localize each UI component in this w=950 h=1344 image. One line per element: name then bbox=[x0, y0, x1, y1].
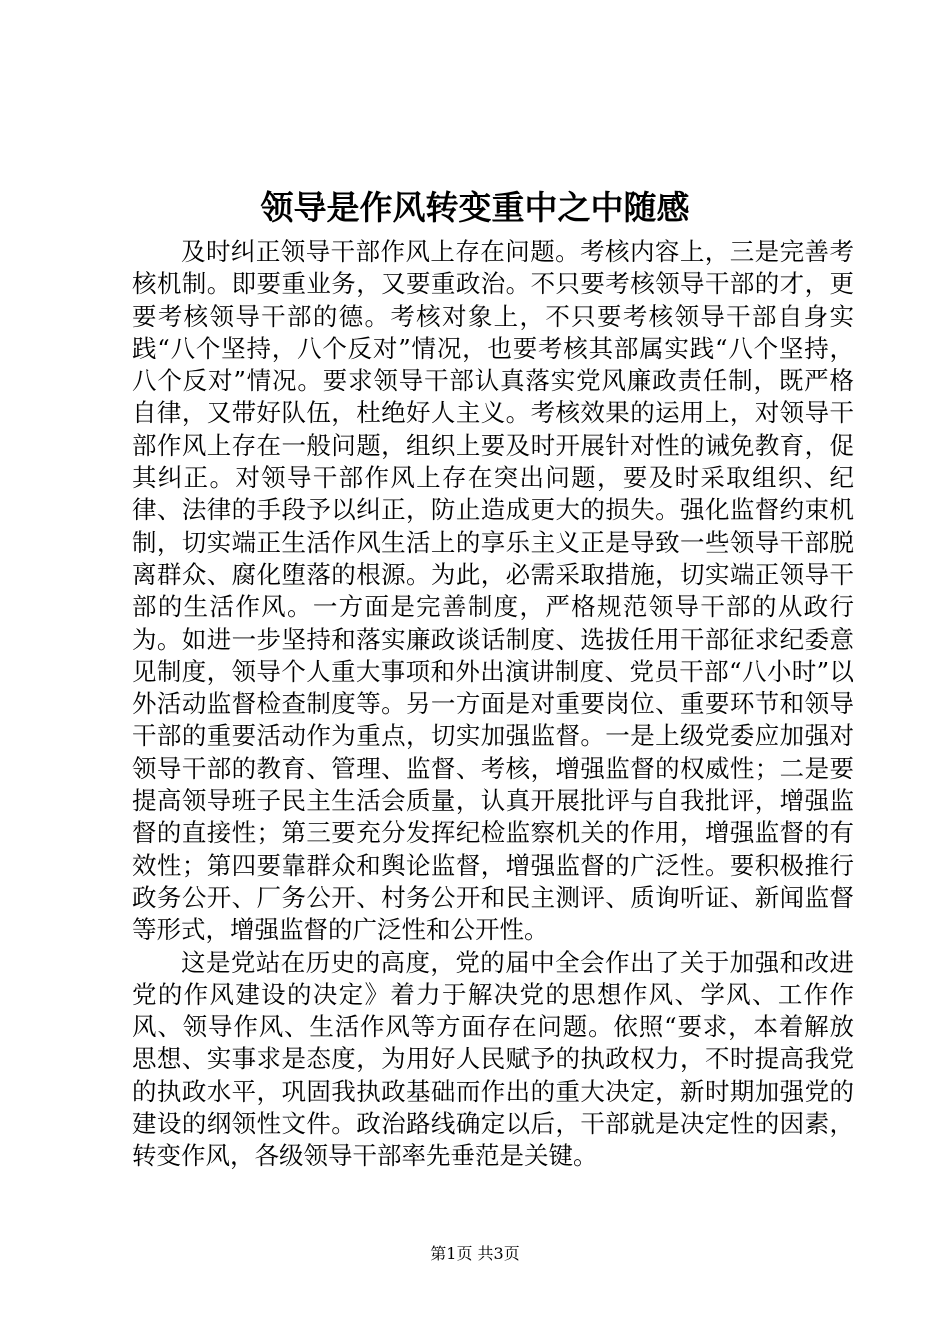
document-title: 领导是作风转变重中之中随感 bbox=[260, 188, 690, 227]
page-footer: 第1页 共3页 bbox=[430, 1244, 520, 1263]
paragraph-1: 及时纠正领导干部作风上存在问题。考核内容上，三是完善考核机制。即要重业务，又要重政治。不只要考核领导干部的才，更要考核领导干部的德。考核对象上，不只要考核领导干部自身实践“八个坚持，八个反对”情况，也要考核其部属实践“八个坚持，八个反对”情况。要求领导干部认真落实党风廉政责任制，既严格自律，又带好队伍，杜绝好人主义。考核效果的运用上，对领导干部作风上存在一般问题，组织上要及时开展针对性的诫免教育，促其纠正。对领导干部作风上存在突出问题，要及时采取组织、纪律、法律的手段予以纠正，防止造成更大的损失。强化监督约束机制，切实端正生活作风生活上的享乐主义正是导致一些领导干部脱离群众、腐化堕落的根源。为此，必需采取措施，切实端正领导干部的生活作风。一方面是完善制度，严格规范领导干部的从政行为。如进一步坚持和落实廉政谈话制度、选拔任用干部征求纪委意见制度，领导个人重大事项和外出演讲制度、党员干部“八小时”以外活动监督检查制度等。另一方面是对重要岗位、重要环节和领导干部的重要活动作为重点，切实加强监督。一是上级党委应加强对领导干部的教育、管理、监督、考核，增强监督的权威性；二是要提高领导班子民主生活会质量，认真开展批评与自我批评，增强监督的直接性；第三要充分发挥纪检监察机关的作用，增强监督的有效性；第四要靠群众和舆论监督，增强监督的广泛性。要积极推行政务公开、厂务公开、村务公开和民主测评、质询听证、新闻监督等形式，增强监督的广泛性和公开性。 bbox=[132, 237, 854, 945]
document-body bbox=[132, 236, 854, 1173]
paragraph-2: 这是党站在历史的高度，党的届中全会作出了关于加强和改进党的作风建设的决定》着力于解决党的思想作风、学风、工作作风、领导作风、生活作风等方面存在问题。依照“要求，本着解放思想、实事求是态度，为用好人民赋予的执政权力，不时提高我党的执政水平，巩固我执政基础而作出的重大决定，新时期加强党的建设的纲领性文件。政治路线确定以后，干部就是决定性的因素，转变作风，各级领导干部率先垂范是关键。 bbox=[132, 947, 854, 1171]
